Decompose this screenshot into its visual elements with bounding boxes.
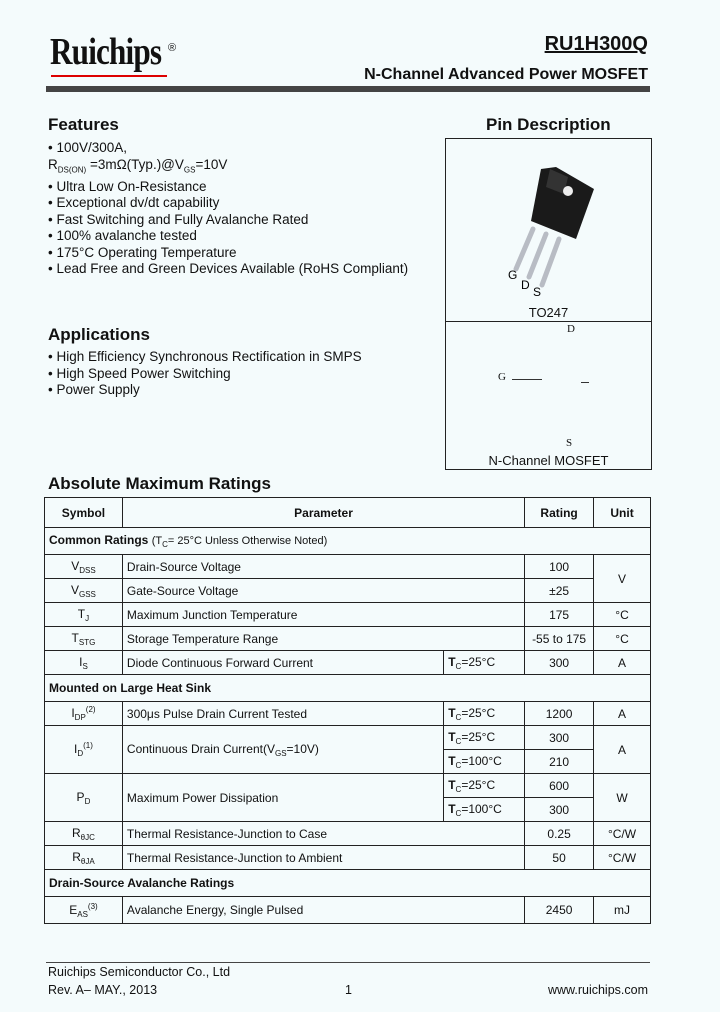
pin-s-label: S xyxy=(533,285,542,299)
symbol-sub: S xyxy=(82,661,88,671)
unit-cell: A xyxy=(594,651,651,675)
condition-value: =25°C xyxy=(461,654,496,669)
unit-cell: V xyxy=(594,555,651,603)
mosfet-symbol-caption: N-Channel MOSFET xyxy=(488,453,609,468)
condition-sub: C xyxy=(455,661,462,671)
section-note xyxy=(152,535,328,547)
page-number: 1 xyxy=(345,983,352,997)
parameter-cell: Gate-Source Voltage xyxy=(122,579,524,603)
table-row xyxy=(45,579,651,603)
ratings-title: Absolute Maximum Ratings xyxy=(48,474,271,493)
rating-cell: 1200 xyxy=(525,702,594,726)
table-row xyxy=(45,822,651,846)
symbol: I xyxy=(74,742,78,756)
rating-cell: 50 xyxy=(525,846,594,870)
table-row xyxy=(45,651,651,675)
rating-cell: 210 xyxy=(525,750,594,774)
parameter-cell: 300μs Pulse Drain Current Tested xyxy=(122,702,443,726)
rds-symbol: R xyxy=(48,156,58,172)
footer-company: Ruichips Semiconductor Co., Ltd xyxy=(48,965,231,979)
condition-sub: C xyxy=(455,736,462,746)
parameter-cell: Thermal Resistance-Junction to Ambient xyxy=(122,846,524,870)
symbol-cell xyxy=(45,702,123,726)
pin-box-divider xyxy=(446,321,651,322)
symbol: I xyxy=(79,654,83,669)
section-label: Common Ratings xyxy=(49,533,149,547)
device-subtitle: N-Channel Advanced Power MOSFET xyxy=(364,66,648,83)
feature-item: • Fast Switching and Fully Avalanche Rated xyxy=(48,212,408,229)
symbol-cell xyxy=(45,555,123,579)
unit-cell: mJ xyxy=(594,897,651,924)
header-parameter: Parameter xyxy=(122,498,524,528)
table-header-row xyxy=(45,498,651,528)
condition-symbol: T xyxy=(448,753,456,768)
condition-value: =100°C xyxy=(461,753,502,768)
table-row xyxy=(45,726,651,750)
symbol: R xyxy=(72,825,81,840)
parameter-sub: GS xyxy=(274,748,287,758)
application-item: • Power Supply xyxy=(48,382,362,399)
table-row xyxy=(45,603,651,627)
heat-sink-section: Mounted on Large Heat Sink xyxy=(45,675,651,702)
note-ref: (2) xyxy=(85,705,96,714)
condition-value: =25°C xyxy=(461,729,496,744)
symbol-cell xyxy=(45,603,123,627)
condition-value: =25°C xyxy=(461,705,496,720)
symbol: E xyxy=(69,902,78,917)
rating-cell: 2450 xyxy=(525,897,594,924)
footer-revision: Rev. A– MAY., 2013 xyxy=(48,983,158,997)
symbol-sub: GSS xyxy=(79,589,96,599)
table-row xyxy=(45,555,651,579)
rating-cell: 0.25 xyxy=(525,822,594,846)
condition-symbol: T xyxy=(448,705,456,720)
note-ref: (1) xyxy=(83,741,93,750)
note-text: (T xyxy=(151,535,163,547)
symbol-sub: D xyxy=(84,796,91,806)
symbol-cell xyxy=(45,726,123,774)
applications-title: Applications xyxy=(48,325,151,344)
note-ref: (3) xyxy=(87,901,98,911)
condition-sub: C xyxy=(455,784,462,794)
vgs-value: =10V xyxy=(195,156,228,172)
section-row xyxy=(45,870,651,897)
rating-cell: -55 to 175 xyxy=(525,627,594,651)
symbol-gate-label: G xyxy=(498,371,506,383)
avalanche-section: Drain-Source Avalanche Ratings xyxy=(45,870,651,897)
pin-description-title: Pin Description xyxy=(486,115,611,134)
symbol: I xyxy=(71,706,75,720)
to247-package-image xyxy=(446,139,651,319)
rating-cell: 600 xyxy=(525,774,594,798)
symbol-sub: θJA xyxy=(80,856,95,866)
condition-cell xyxy=(444,750,525,774)
registered-mark: ® xyxy=(168,42,177,54)
symbol-cell xyxy=(45,579,123,603)
symbol-cell xyxy=(45,774,123,822)
table-row xyxy=(45,702,651,726)
table-row xyxy=(45,846,651,870)
note-end: = 25°C Unless Otherwise Noted) xyxy=(167,535,328,547)
feature-item: • Ultra Low On-Resistance xyxy=(48,179,408,196)
pin-description-box xyxy=(445,138,652,470)
header-divider xyxy=(46,86,650,92)
symbol: P xyxy=(76,789,85,804)
condition-value: =25°C xyxy=(461,777,496,792)
pin-d-label: D xyxy=(521,278,530,292)
application-item: • High Efficiency Synchronous Rectification in SMPS xyxy=(48,349,362,366)
ruichips-logo: Ruichips xyxy=(50,31,162,73)
condition-symbol: T xyxy=(448,801,456,816)
rating-cell: 300 xyxy=(525,651,594,675)
features-title: Features xyxy=(48,115,119,134)
parameter-cell: Avalanche Energy, Single Pulsed xyxy=(122,897,524,924)
rating-cell: ±25 xyxy=(525,579,594,603)
condition-symbol: T xyxy=(448,777,456,792)
feature-item: • 175°C Operating Temperature xyxy=(48,245,408,262)
symbol: T xyxy=(77,606,86,621)
parameter-cell xyxy=(122,726,443,774)
footer-divider xyxy=(46,962,650,963)
symbol-drain-label: D xyxy=(567,323,575,335)
section-row xyxy=(45,675,651,702)
unit-cell: W xyxy=(594,774,651,822)
header-unit: Unit xyxy=(594,498,651,528)
condition-sub: C xyxy=(455,760,462,770)
rating-cell: 175 xyxy=(525,603,594,627)
part-number: RU1H300Q xyxy=(544,33,648,55)
symbol: T xyxy=(71,630,79,645)
gate-line xyxy=(512,379,542,380)
feature-item xyxy=(48,157,408,179)
condition-cell xyxy=(444,774,525,798)
symbol-sub: AS xyxy=(77,909,88,919)
header-rating: Rating xyxy=(525,498,594,528)
header-symbol: Symbol xyxy=(45,498,123,528)
application-item: • High Speed Power Switching xyxy=(48,366,362,383)
vgs-sub: GS xyxy=(183,165,196,175)
parameter-text: Continuous Drain Current(V xyxy=(126,741,275,756)
symbol-sub: θJC xyxy=(80,832,95,842)
package-label: TO247 xyxy=(528,305,569,320)
symbol: V xyxy=(71,558,80,573)
rating-cell: 300 xyxy=(525,798,594,822)
unit-cell: A xyxy=(594,702,651,726)
feature-item: • 100V/300A, xyxy=(48,140,408,157)
parameter-cell: Diode Continuous Forward Current xyxy=(122,651,443,675)
parameter-end: =10V) xyxy=(286,741,319,756)
section-row xyxy=(45,528,651,555)
condition-cell xyxy=(444,651,525,675)
applications-list xyxy=(48,349,362,399)
symbol: R xyxy=(72,849,81,864)
condition-cell xyxy=(444,702,525,726)
symbol-cell xyxy=(45,822,123,846)
feature-item: • 100% avalanche tested xyxy=(48,228,408,245)
parameter-cell: Maximum Junction Temperature xyxy=(122,603,524,627)
diode-mark xyxy=(581,382,589,383)
table-row xyxy=(45,627,651,651)
common-ratings-section xyxy=(45,528,651,555)
table-row xyxy=(45,897,651,924)
condition-cell xyxy=(444,798,525,822)
feature-item: • Lead Free and Green Devices Available (RoHS Compliant) xyxy=(48,261,408,278)
condition-symbol: T xyxy=(448,729,456,744)
absolute-maximum-ratings-table xyxy=(44,497,651,924)
symbol-cell xyxy=(45,651,123,675)
rds-sub: DS(ON) xyxy=(57,165,87,175)
unit-cell: °C/W xyxy=(594,846,651,870)
rds-value: =3mΩ(Typ.)@V xyxy=(86,156,184,172)
condition-sub: C xyxy=(455,712,462,722)
table-row xyxy=(45,774,651,798)
symbol-sub: DSS xyxy=(79,565,96,575)
unit-cell: °C/W xyxy=(594,822,651,846)
condition-sub: C xyxy=(455,808,462,818)
symbol-sub: STG xyxy=(78,637,96,647)
parameter-cell: Drain-Source Voltage xyxy=(122,555,524,579)
rating-cell: 100 xyxy=(525,555,594,579)
unit-cell: °C xyxy=(594,603,651,627)
parameter-cell: Maximum Power Dissipation xyxy=(122,774,443,822)
symbol-source-label: S xyxy=(566,437,573,449)
symbol-cell xyxy=(45,897,123,924)
note-sub: C xyxy=(162,540,168,549)
condition-symbol: T xyxy=(448,654,456,669)
symbol-cell xyxy=(45,627,123,651)
symbol-sub: J xyxy=(85,613,90,623)
rating-cell: 300 xyxy=(525,726,594,750)
condition-value: =100°C xyxy=(461,801,502,816)
footer-website-link[interactable]: www.ruichips.com xyxy=(547,983,648,997)
symbol-sub: D xyxy=(77,749,84,758)
features-list xyxy=(48,140,408,278)
pin-g-label: G xyxy=(508,268,518,282)
unit-cell: °C xyxy=(594,627,651,651)
feature-item: • Exceptional dv/dt capability xyxy=(48,195,408,212)
symbol-sub: DP xyxy=(74,713,86,722)
condition-cell xyxy=(444,726,525,750)
symbol-cell xyxy=(45,846,123,870)
unit-cell: A xyxy=(594,726,651,774)
logo-underline xyxy=(51,75,167,77)
symbol: V xyxy=(70,582,79,597)
parameter-cell: Thermal Resistance-Junction to Case xyxy=(122,822,524,846)
parameter-cell: Storage Temperature Range xyxy=(122,627,524,651)
